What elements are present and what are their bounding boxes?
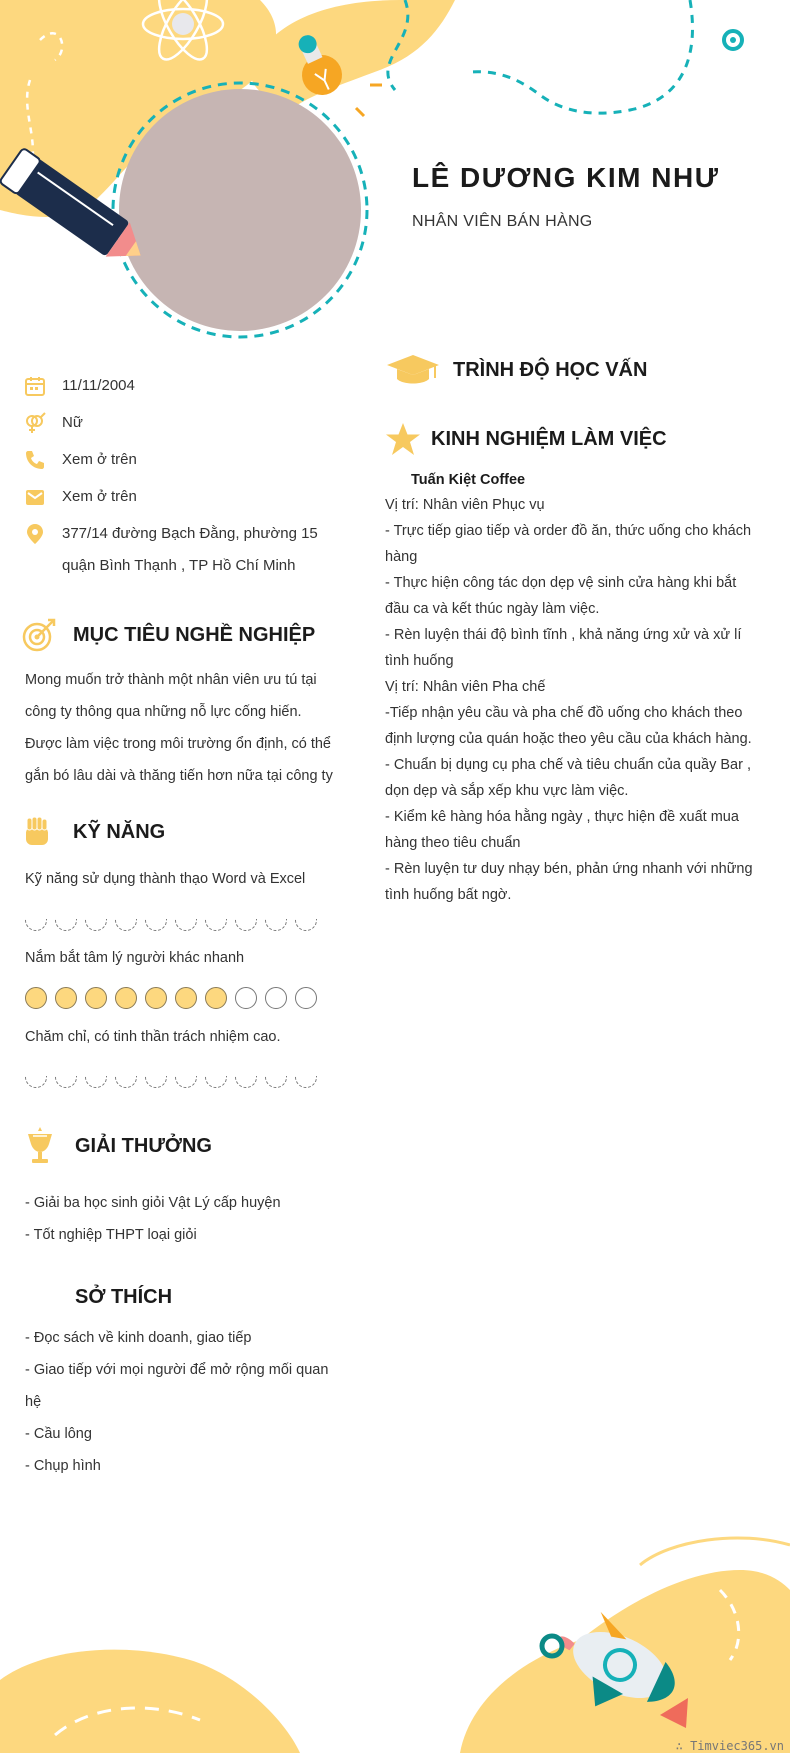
contact-birthday [24,375,135,402]
experience-title: KINH NGHIỆM LÀM VIỆC [431,427,667,450]
skill-rating [25,1076,317,1088]
gender-text: Nữ [62,414,83,431]
email-text: Xem ở trên [62,488,137,505]
hobbies-title: SỞ THÍCH [75,1286,173,1308]
experience-line: - Chuẩn bị dụng cụ pha chế và tiêu chuẩn của quầy Bar , [385,757,751,773]
location-icon [24,523,46,545]
rating-dot [145,1076,167,1088]
company-name: Tuấn Kiệt Coffee [411,472,526,488]
education-title: TRÌNH ĐỘ HỌC VẤN [453,358,648,381]
target-icon [22,617,58,653]
gender-icon [24,412,46,434]
watermark: ∴ Timviec365.vn [675,1739,784,1753]
rating-dot [85,1076,107,1088]
experience-description [385,492,753,908]
objective-line: công ty thông qua những nỗ lực cống hiến. [25,704,302,720]
rating-dot [145,919,167,931]
awards-title: GIẢI THƯỞNG [75,1134,212,1157]
address-line: 377/14 đường Bạch Đằng, phường 15 [62,525,318,542]
contact-email [24,486,137,513]
birthday-text: 11/11/2004 [62,377,135,394]
contact-address [24,523,318,582]
experience-line: - Thực hiện công tác dọn dẹp vệ sinh cửa hàng khi bắt [385,575,737,591]
awards-list [25,1187,281,1251]
rating-dot [25,919,47,931]
hobbies-list [25,1322,355,1482]
rating-dot [235,1076,257,1088]
experience-line: - Rèn luyện thái độ bình tĩnh , khả năng ứng xử và xử lí [385,627,742,643]
rating-dot [175,987,197,1009]
rating-dot [295,919,317,931]
experience-line: dọn dẹp và sắp xếp khu vực làm việc. [385,783,629,799]
hobby-line: - Chụp hình [25,1458,101,1474]
graduation-cap-icon [385,353,441,387]
award-item: - Giải ba học sinh giỏi Vật Lý cấp huyện [25,1195,281,1211]
rating-dot [115,919,137,931]
rating-dot [85,919,107,931]
awards-header [25,1126,212,1166]
experience-line: hàng theo tiêu chuẩn [385,835,521,851]
skill-rating [25,987,317,1009]
star-icon [385,422,421,456]
rating-dot [85,987,107,1009]
skills-title: KỸ NĂNG [73,820,166,843]
rating-dot [205,987,227,1009]
rating-dot [55,1076,77,1088]
experience-line: tình huống [385,653,454,669]
candidate-name: LÊ DƯƠNG KIM NHƯ [412,162,720,193]
objective-line: Được làm việc trong môi trường ổn định, có thể [25,736,332,752]
experience-header [385,422,667,456]
address-text [62,518,318,582]
hobby-line: - Cầu lông [25,1426,92,1442]
address-line: quận Bình Thạnh , TP Hồ Chí Minh [62,557,296,574]
rating-dot [25,1076,47,1088]
email-icon [24,486,46,508]
hobby-line: hệ [25,1394,42,1410]
contact-phone [24,449,137,476]
skill-label: Nắm bắt tâm lý người khác nhanh [25,950,245,966]
rating-dot [295,1076,317,1088]
experience-line: hàng [385,549,418,565]
trophy-icon [25,1126,55,1166]
rating-dot [55,919,77,931]
rating-dot [145,987,167,1009]
fist-icon [22,815,52,849]
experience-line: - Kiểm kê hàng hóa hằng ngày , thực hiện đề xuất mua [385,809,739,825]
experience-line: -Tiếp nhận yêu cầu và pha chế đồ uống cho khách theo [385,705,743,721]
experience-line: Vị trí: Nhân viên Pha chế [385,679,546,695]
rating-dot [265,919,287,931]
skill-rating [25,919,317,931]
rating-dot [175,919,197,931]
calendar-icon [24,375,46,397]
objective-title: MỤC TIÊU NGHỀ NGHIỆP [73,623,316,646]
rating-dot [175,1076,197,1088]
rating-dot [295,987,317,1009]
hobby-line: - Giao tiếp với mọi người để mở rộng mối quan [25,1362,329,1378]
skill-label: Kỹ năng sử dụng thành thạo Word và Excel [25,871,306,887]
objective-line: Mong muốn trở thành một nhân viên ưu tú tại [25,672,317,688]
rating-dot [235,919,257,931]
rating-dot [115,987,137,1009]
rating-dot [115,1076,137,1088]
rating-dot [265,1076,287,1088]
objective-line: gắn bó lâu dài và thăng tiến hơn nữa tại công ty [25,768,333,784]
phone-icon [24,449,46,471]
rating-dot [205,919,227,931]
profile-photo [119,89,361,331]
rating-dot [205,1076,227,1088]
experience-line: - Rèn luyện tư duy nhạy bén, phản ứng nhanh với những [385,861,753,877]
experience-line: đầu ca và kết thúc ngày làm việc. [385,601,600,617]
job-title: NHÂN VIÊN BÁN HÀNG [412,213,593,230]
rating-dot [235,987,257,1009]
objective-header [22,617,315,653]
contact-gender [24,412,83,439]
hobby-line: - Đọc sách về kinh doanh, giao tiếp [25,1330,252,1346]
experience-line: Vị trí: Nhân viên Phục vụ [385,497,545,513]
phone-text: Xem ở trên [62,451,137,468]
experience-line: định lượng của quán hoặc theo yêu cầu của khách hàng. [385,731,752,747]
experience-line: - Trực tiếp giao tiếp và order đồ ăn, thức uống cho khách [385,523,752,539]
objective-text [25,664,355,792]
rating-dot [55,987,77,1009]
experience-line: tình huống bất ngờ. [385,887,512,903]
award-item: - Tốt nghiệp THPT loại giỏi [25,1227,197,1243]
skills-header [22,815,165,849]
rating-dot [25,987,47,1009]
rating-dot [265,987,287,1009]
education-header [385,353,647,387]
skill-label: Chăm chỉ, có tinh thần trách nhiệm cao. [25,1029,281,1045]
